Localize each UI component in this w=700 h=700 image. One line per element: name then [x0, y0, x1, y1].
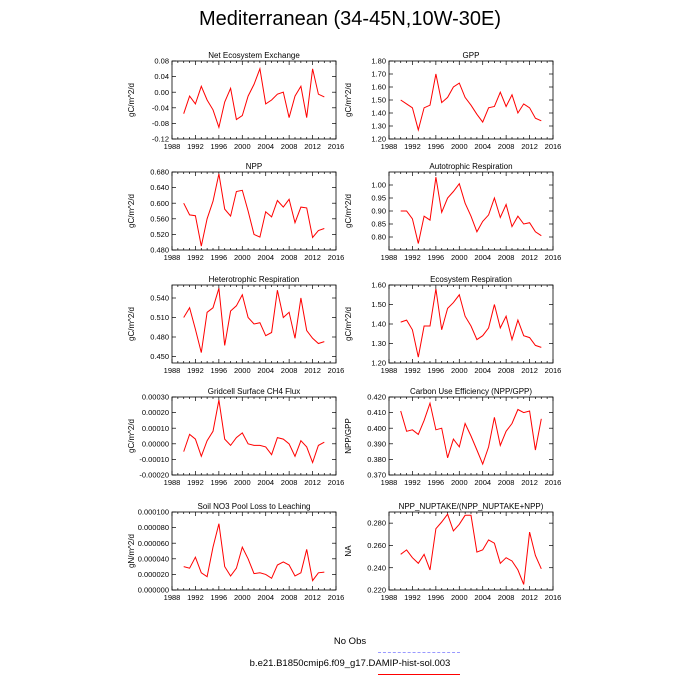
y-tick-label: 0.04 — [154, 72, 169, 82]
y-tick-label: 0.370 — [367, 470, 386, 480]
series-line — [184, 400, 325, 462]
y-tick-label: 0.00030 — [141, 392, 169, 402]
y-tick-label: 0.520 — [150, 230, 169, 239]
y-tick-label: 1.60 — [371, 82, 386, 92]
x-tick-label: 2016 — [327, 253, 345, 262]
y-tick-label: -0.04 — [151, 103, 169, 113]
x-tick-label: 2008 — [497, 253, 515, 262]
x-tick-label: 2000 — [233, 253, 251, 262]
x-tick-label: 1996 — [210, 142, 228, 151]
x-tick-label: 2008 — [280, 142, 298, 151]
x-tick-label: 2012 — [521, 593, 538, 602]
y-tick-label: 0.85 — [371, 219, 386, 229]
x-tick-label: 1992 — [187, 142, 204, 151]
x-tick-label: 2012 — [521, 478, 538, 487]
x-tick-label: 2004 — [474, 366, 492, 375]
legend-obs-label: No Obs — [333, 636, 367, 647]
plot-frame — [172, 397, 336, 475]
panel-title: GPP — [462, 51, 480, 60]
panel-5 — [127, 275, 344, 375]
y-tick-label: -0.00020 — [139, 470, 169, 480]
x-tick-label: 1992 — [404, 366, 421, 375]
panel-title: Autotrophic Respiration — [429, 162, 513, 171]
y-tick-label: 0.510 — [150, 313, 169, 323]
x-tick-label: 2012 — [304, 253, 321, 262]
x-tick-label: 1992 — [404, 253, 421, 262]
x-tick-label: 2016 — [544, 478, 562, 487]
panel-title: NPP — [245, 162, 263, 171]
x-tick-label: 1988 — [163, 478, 181, 487]
x-tick-label: 2012 — [521, 142, 538, 151]
plot-frame — [172, 172, 336, 250]
x-tick-label: 1996 — [427, 253, 445, 262]
x-tick-label: 1988 — [380, 142, 398, 151]
y-tick-label: 1.00 — [371, 180, 386, 190]
series-line — [184, 524, 325, 581]
x-tick-label: 2008 — [497, 366, 515, 375]
y-tick-label: 1.20 — [371, 134, 386, 144]
y-axis-label: gC/m^2/d — [127, 83, 136, 117]
x-tick-label: 2000 — [233, 593, 251, 602]
panel-title: Net Ecosystem Exchange — [208, 51, 300, 60]
x-tick-label: 2000 — [233, 142, 251, 151]
y-tick-label: 0.260 — [367, 541, 386, 551]
panel-title: Soil NO3 Pool Loss to Leaching — [197, 502, 311, 511]
x-tick-label: 1992 — [404, 142, 421, 151]
y-tick-label: 0.80 — [371, 232, 386, 242]
y-axis-label: NA — [344, 545, 353, 557]
y-tick-label: 0.450 — [150, 352, 169, 362]
y-tick-label: 0.640 — [150, 183, 169, 193]
y-tick-label: 0.540 — [150, 293, 169, 303]
y-tick-label: 1.20 — [371, 358, 386, 368]
x-tick-label: 1988 — [380, 253, 398, 262]
panel-title: Gridcell Surface CH4 Flux — [207, 387, 301, 396]
y-tick-label: 0.000020 — [137, 570, 169, 579]
x-tick-label: 2008 — [280, 253, 298, 262]
series-line — [401, 403, 542, 464]
y-axis-label: gC/m^2/d — [127, 194, 136, 228]
x-tick-label: 1996 — [210, 366, 228, 375]
series-line — [184, 69, 325, 128]
x-tick-label: 2000 — [450, 366, 468, 375]
plot-frame — [389, 512, 553, 590]
x-tick-label: 1996 — [210, 593, 228, 602]
y-tick-label: 0.90 — [371, 206, 386, 216]
y-tick-label: 1.40 — [371, 319, 386, 329]
y-axis-label: gC/m^2/d — [127, 307, 136, 341]
x-tick-label: 1988 — [163, 593, 181, 602]
y-tick-label: 0.480 — [150, 332, 169, 342]
y-tick-label: 0.000100 — [137, 507, 169, 517]
y-tick-label: 1.50 — [371, 95, 386, 105]
x-tick-label: 2012 — [304, 593, 321, 602]
x-tick-label: 2008 — [497, 478, 515, 487]
y-tick-label: 0.560 — [150, 214, 169, 224]
series-line — [184, 174, 325, 246]
x-tick-label: 2012 — [304, 366, 321, 375]
x-tick-label: 2008 — [497, 593, 515, 602]
figure-title: Mediterranean (34-45N,10W-30E) — [198, 8, 501, 30]
legend-obs-line — [378, 652, 460, 653]
series-line — [401, 177, 542, 243]
x-tick-label: 2000 — [450, 253, 468, 262]
y-tick-label: 0.410 — [367, 408, 386, 418]
x-tick-label: 2016 — [544, 366, 562, 375]
panel-title: Carbon Use Efficiency (NPP/GPP) — [409, 387, 533, 396]
y-tick-label: 0.380 — [367, 455, 386, 464]
x-tick-label: 2004 — [257, 366, 275, 375]
y-tick-label: -0.12 — [151, 134, 169, 144]
series-line — [184, 288, 325, 352]
y-axis-label: gC/m^2/d — [344, 194, 353, 228]
x-tick-label: 2012 — [304, 478, 321, 487]
panel-8 — [344, 387, 561, 487]
x-tick-label: 2004 — [474, 142, 492, 151]
panel-1 — [127, 51, 344, 151]
x-tick-label: 2016 — [544, 253, 562, 262]
legend-model-label: b.e21.B1850cmip6.f09_g17.DAMIP-hist-sol.003 — [249, 658, 451, 669]
x-tick-label: 2004 — [257, 478, 275, 487]
x-tick-label: 2000 — [450, 478, 468, 487]
y-tick-label: 0.390 — [367, 439, 386, 449]
panel-3 — [127, 162, 344, 262]
x-tick-label: 2000 — [450, 142, 468, 151]
y-tick-label: 0.000060 — [137, 538, 169, 548]
x-tick-label: 1996 — [210, 253, 228, 262]
x-tick-label: 2004 — [257, 142, 275, 151]
y-tick-label: 0.000080 — [137, 523, 169, 533]
series-line — [401, 74, 542, 130]
panel-title: Ecosystem Respiration — [430, 275, 512, 284]
x-tick-label: 2012 — [521, 366, 538, 375]
y-tick-label: 0.95 — [371, 193, 386, 203]
y-tick-label: 0.480 — [150, 245, 169, 255]
x-tick-label: 2016 — [327, 142, 345, 151]
panel-title: Heterotrophic Respiration — [208, 275, 300, 284]
y-tick-label: 1.50 — [371, 300, 386, 310]
panel-title: NPP_NUPTAKE/(NPP_NUPTAKE+NPP) — [398, 502, 544, 511]
panel-9 — [127, 502, 344, 602]
x-tick-label: 1992 — [187, 253, 204, 262]
y-axis-label: gC/m^2/d — [344, 307, 353, 341]
y-axis-label: gC/m^2/d — [344, 83, 353, 117]
plot-frame — [389, 285, 553, 363]
x-tick-label: 1996 — [427, 593, 445, 602]
y-tick-label: 0.680 — [150, 167, 169, 177]
y-tick-label: 1.60 — [371, 280, 386, 290]
panel-10 — [344, 502, 561, 602]
x-tick-label: 1992 — [404, 593, 421, 602]
x-tick-label: 2012 — [521, 253, 538, 262]
panel-7 — [127, 387, 344, 487]
x-tick-label: 2004 — [474, 593, 492, 602]
x-tick-label: 1992 — [404, 478, 421, 487]
x-tick-label: 2004 — [474, 478, 492, 487]
plot-frame — [389, 61, 553, 139]
panel-6 — [344, 275, 561, 375]
x-tick-label: 1992 — [187, 366, 204, 375]
x-tick-label: 2000 — [233, 478, 251, 487]
y-axis-label: gC/m^2/d — [127, 419, 136, 453]
x-tick-label: 2016 — [327, 366, 345, 375]
y-tick-label: 0.280 — [367, 518, 386, 528]
series-line — [401, 289, 542, 357]
y-tick-label: 0.600 — [150, 198, 169, 208]
x-tick-label: 1996 — [210, 478, 228, 487]
y-tick-label: 0.000000 — [137, 585, 169, 595]
y-tick-label: 1.40 — [371, 108, 386, 118]
x-tick-label: 1988 — [380, 366, 398, 375]
legend-model-line — [378, 674, 460, 675]
panel-4 — [344, 162, 561, 262]
y-tick-label: 0.220 — [367, 585, 386, 595]
y-tick-label: 0.00 — [154, 87, 169, 97]
x-tick-label: 1996 — [427, 142, 445, 151]
x-tick-label: 2016 — [327, 593, 345, 602]
y-axis-label: NPP/GPP — [344, 418, 353, 454]
x-tick-label: 2004 — [257, 593, 275, 602]
y-tick-label: 1.30 — [371, 121, 386, 131]
x-tick-label: 2008 — [280, 366, 298, 375]
x-tick-label: 1988 — [380, 478, 398, 487]
y-tick-label: -0.08 — [151, 119, 169, 128]
x-tick-label: 2016 — [544, 142, 562, 151]
x-tick-label: 2000 — [450, 593, 468, 602]
series-line — [401, 514, 542, 584]
plot-frame — [389, 172, 553, 250]
x-tick-label: 2008 — [280, 593, 298, 602]
y-tick-label: 1.80 — [371, 56, 386, 66]
x-tick-label: 1992 — [187, 478, 204, 487]
y-tick-label: 0.240 — [367, 563, 386, 573]
x-tick-label: 1996 — [427, 478, 445, 487]
y-tick-label: 0.00010 — [141, 423, 169, 433]
x-tick-label: 2008 — [280, 478, 298, 487]
x-tick-label: 2004 — [474, 253, 492, 262]
y-tick-label: -0.00010 — [139, 455, 169, 464]
y-tick-label: 0.08 — [154, 56, 169, 66]
y-tick-label: 1.30 — [371, 339, 386, 349]
y-tick-label: 0.00020 — [141, 408, 169, 418]
x-tick-label: 1988 — [163, 253, 181, 262]
y-tick-label: 0.00000 — [141, 439, 169, 449]
x-tick-label: 1996 — [427, 366, 445, 375]
x-tick-label: 1992 — [187, 593, 204, 602]
x-tick-label: 2016 — [544, 593, 562, 602]
x-tick-label: 2004 — [257, 253, 275, 262]
x-tick-label: 1988 — [380, 593, 398, 602]
y-tick-label: 0.400 — [367, 423, 386, 433]
y-tick-label: 0.420 — [367, 392, 386, 402]
y-axis-label: gN/m^2/d — [127, 534, 136, 568]
x-tick-label: 2008 — [497, 142, 515, 151]
x-tick-label: 1988 — [163, 142, 181, 151]
y-tick-label: 0.000040 — [137, 554, 169, 564]
panel-2 — [344, 51, 561, 151]
x-tick-label: 1988 — [163, 366, 181, 375]
x-tick-label: 2000 — [233, 366, 251, 375]
x-tick-label: 2016 — [327, 478, 345, 487]
x-tick-label: 2012 — [304, 142, 321, 151]
y-tick-label: 1.70 — [371, 69, 386, 79]
plot-frame — [172, 512, 336, 590]
